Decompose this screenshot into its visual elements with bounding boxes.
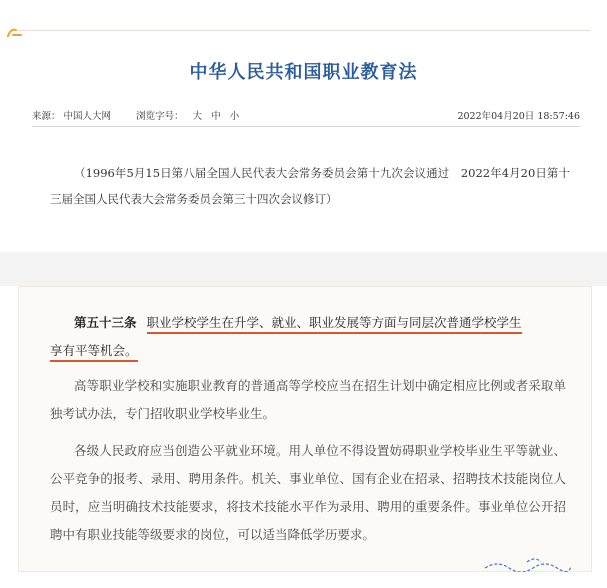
paragraph-2: 高等职业学校和实施职业教育的普通高等学校应当在招生计划中确定相应比例或者采取单独考试办法，专门招收职业学校毕业生。 (50, 378, 566, 421)
page-title: 中华人民共和国职业教育法 (189, 62, 418, 83)
font-size-large-button[interactable]: 大 (192, 111, 203, 122)
publish-datetime: 2022年04月20日 18:57:46 (457, 111, 580, 122)
wave-decoration-icon (483, 556, 573, 572)
meta-bar (32, 108, 580, 126)
article-label: 第五十三条 (74, 315, 137, 330)
highlighted-text-line2: 享有平等机会。 (50, 343, 138, 362)
section-divider (0, 252, 607, 286)
source-label: 来源： (32, 111, 61, 122)
meta-divider (32, 126, 580, 127)
highlighted-text-line1: 职业学校学生在升学、就业、职业发展等方面与同层次普通学校学生 (147, 315, 522, 334)
amendment-note: （1996年5月15日第八届全国人民代表大会常务委员会第十九次会议通过 2022年4月20日第十三届全国人民代表大会常务委员会第三十四次会议修订） (50, 166, 570, 206)
article-53 (50, 309, 566, 365)
font-size-small-button[interactable]: 小 (229, 111, 240, 122)
font-size-label: 浏览字号： (136, 111, 184, 122)
source-value: 中国人大网 (63, 111, 112, 122)
paragraph-3: 各级人民政府应当创造公平就业环境。用人单位不得设置妨碍职业学校毕业生平等就业、公平竞争的报考、录用、聘用条件。机关、事业单位、国有企业在招录、招聘技术技能岗位人员时，应当明确技术技能要求，将技术技能水平作为录用、聘用的重要条件。事业单位公开招聘中有职业技能等级要求的岗位，可以适当降低学历要求。 (50, 443, 566, 542)
corner-decoration-icon (7, 26, 27, 38)
font-size-medium-button[interactable]: 中 (211, 111, 221, 122)
